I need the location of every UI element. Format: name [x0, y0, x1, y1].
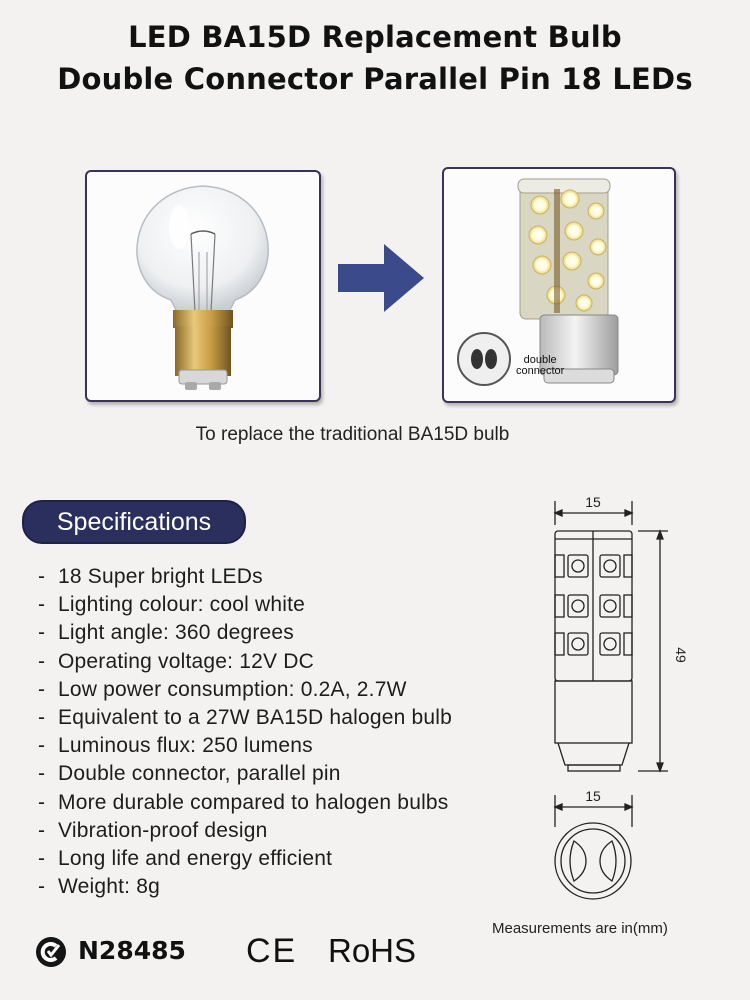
rohs-mark: RoHS	[328, 932, 417, 969]
connector-label-line-2: connector	[516, 365, 565, 377]
spec-item: - 18 Super bright LEDs	[36, 563, 506, 591]
spec-item: - Luminous flux: 250 lumens	[36, 732, 506, 760]
spec-item: - Weight: 8g	[36, 873, 506, 901]
spec-item: - Vibration-proof design	[36, 817, 506, 845]
incandescent-bulb-icon	[87, 172, 319, 400]
page-title-line-2: Double Connector Parallel Pin 18 LEDs	[57, 62, 693, 96]
height-label: 49	[673, 647, 689, 663]
spec-item: - Lighting colour: cool white	[36, 591, 506, 619]
connector-label	[516, 355, 564, 377]
traditional-bulb-photo	[85, 170, 321, 402]
spec-item: - Light angle: 360 degrees	[36, 619, 506, 647]
comparison-caption: To replace the traditional BA15D bulb	[195, 424, 510, 445]
spec-item: - Operating voltage: 12V DC	[36, 648, 506, 676]
dimension-diagram	[540, 493, 730, 918]
connector-label-line-1: double	[523, 354, 557, 366]
spec-item: - Double connector, parallel pin	[36, 760, 506, 788]
spec-item: - Low power consumption: 0.2A, 2.7W	[36, 676, 506, 704]
page-title-line-1: LED BA15D Replacement Bulb	[128, 20, 622, 54]
spec-item: - Equivalent to a 27W BA15D halogen bulb	[36, 704, 506, 732]
certification-number: N28485	[78, 936, 186, 965]
bottom-width-label: 15	[585, 788, 601, 804]
specifications-heading: Specifications	[22, 500, 246, 544]
spec-item: - More durable compared to halogen bulbs	[36, 789, 506, 817]
top-width-label: 15	[585, 494, 601, 510]
led-bulb-photo	[442, 167, 676, 403]
spec-item: - Long life and energy efficient	[36, 845, 506, 873]
c-tick-icon	[36, 937, 66, 967]
measurements-note: Measurements are in(mm)	[492, 920, 668, 937]
ce-mark: CE	[246, 932, 298, 970]
specifications-list	[36, 563, 506, 901]
arrow-right-icon	[338, 240, 426, 316]
